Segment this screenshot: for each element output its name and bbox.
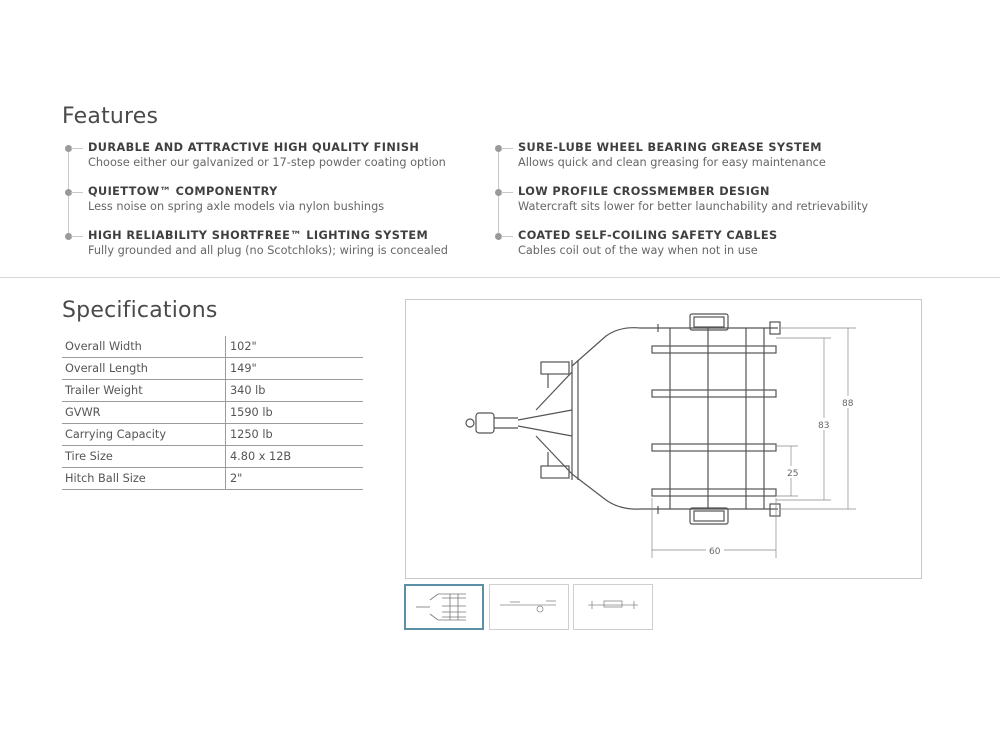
features-title: Features (62, 104, 159, 129)
table-row (62, 336, 363, 358)
feature-description: Watercraft sits lower for better launchability and retrievability (518, 200, 869, 213)
table-row (62, 402, 363, 424)
thumbnail-image (490, 585, 568, 629)
feature-item (492, 228, 912, 272)
feature-item (62, 228, 482, 272)
spec-label: Carrying Capacity (62, 424, 226, 446)
spec-label: Trailer Weight (62, 380, 226, 402)
spec-value: 102" (226, 336, 364, 358)
gallery-thumbnail-side-view[interactable] (489, 584, 569, 630)
thumbnail-image (406, 586, 482, 628)
feature-title: QUIETTOW™ COMPONENTRY (88, 185, 278, 198)
spec-value: 149" (226, 358, 364, 380)
spec-value: 4.80 x 12B (226, 446, 364, 468)
spec-value: 340 lb (226, 380, 364, 402)
feature-item (62, 184, 482, 228)
table-row (62, 424, 363, 446)
table-row (62, 446, 363, 468)
section-divider (0, 277, 1000, 278)
feature-description: Fully grounded and all plug (no Scotchloks); wiring is concealed (88, 244, 448, 257)
feature-description: Less noise on spring axle models via nylon bushings (88, 200, 385, 213)
feature-item (62, 140, 482, 184)
gallery-thumbnail-rear-view[interactable] (573, 584, 653, 630)
feature-title: LOW PROFILE CROSSMEMBER DESIGN (518, 185, 770, 198)
table-row (62, 358, 363, 380)
specifications-title: Specifications (62, 298, 218, 323)
spec-label: Overall Width (62, 336, 226, 358)
spec-value: 2" (226, 468, 364, 490)
feature-title: SURE-LUBE WHEEL BEARING GREASE SYSTEM (518, 141, 822, 154)
spec-label: Overall Length (62, 358, 226, 380)
feature-description: Choose either our galvanized or 17-step powder coating option (88, 156, 446, 169)
thumbnail-image (574, 585, 652, 629)
spec-label: GVWR (62, 402, 226, 424)
spec-label: Hitch Ball Size (62, 468, 226, 490)
feature-item (492, 140, 912, 184)
spec-value: 1250 lb (226, 424, 364, 446)
gallery-thumbnail-top-view[interactable] (404, 584, 484, 630)
trailer-diagram (406, 300, 921, 578)
dimension-width-label: 60 (709, 547, 721, 557)
feature-title: HIGH RELIABILITY SHORTFREE™ LIGHTING SYSTEM (88, 229, 429, 242)
features-left-column (62, 140, 482, 272)
dimension-inner-label: 83 (818, 421, 830, 431)
feature-title: COATED SELF-COILING SAFETY CABLES (518, 229, 778, 242)
table-row (62, 380, 363, 402)
feature-description: Cables coil out of the way when not in use (518, 244, 758, 257)
feature-item (492, 184, 912, 228)
trailer-top-view-drawing[interactable] (405, 299, 922, 579)
spec-label: Tire Size (62, 446, 226, 468)
specifications-table (62, 336, 363, 490)
dimension-overall-label: 88 (842, 399, 854, 409)
feature-title: DURABLE AND ATTRACTIVE HIGH QUALITY FINISH (88, 141, 420, 154)
feature-description: Allows quick and clean greasing for easy maintenance (518, 156, 826, 169)
spec-value: 1590 lb (226, 402, 364, 424)
features-right-column (492, 140, 912, 272)
table-row (62, 468, 363, 490)
dimension-spacing-label: 25 (787, 469, 799, 479)
